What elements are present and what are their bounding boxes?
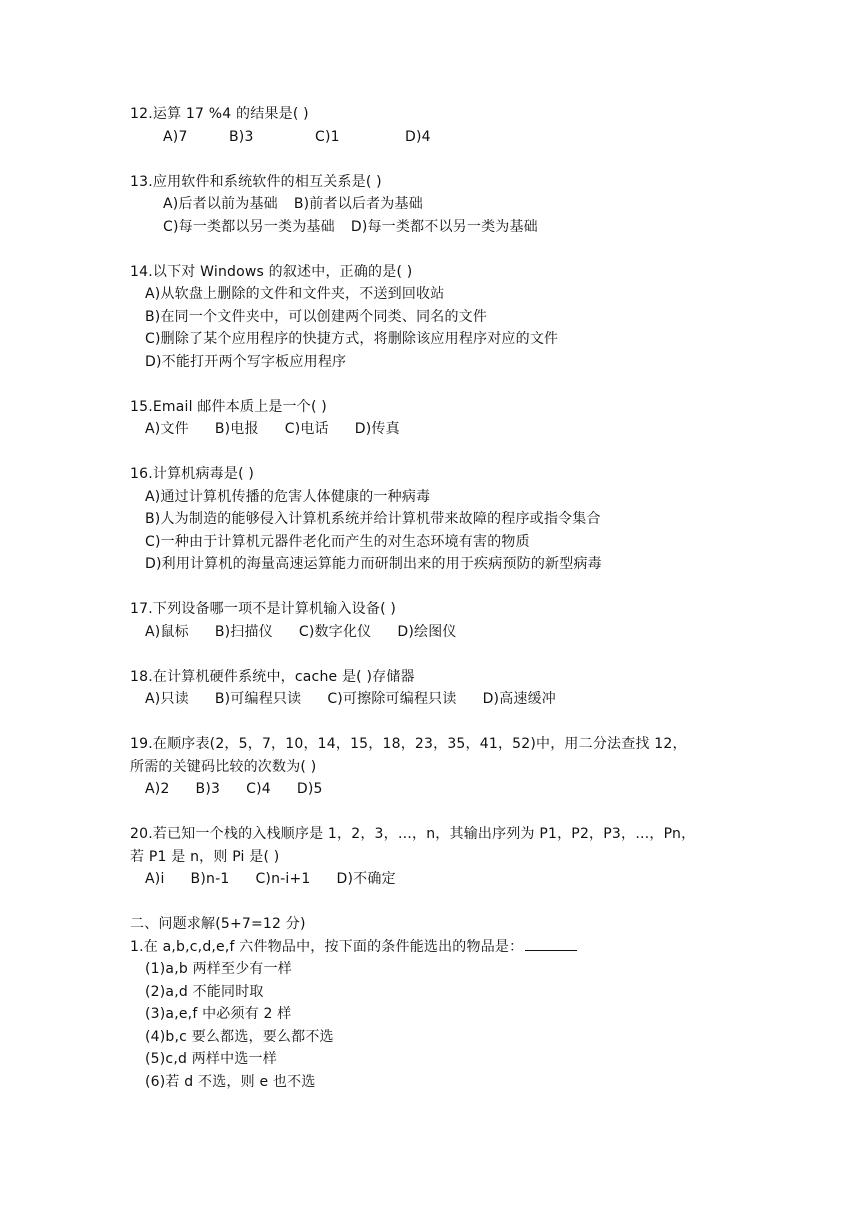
question-20-stem-line2: 若 P1 是 n，则 Pi 是( ) bbox=[130, 848, 280, 865]
condition-1: (1)a,b 两样至少有一样 bbox=[145, 961, 292, 977]
option-b: B)n-1 bbox=[190, 871, 230, 887]
question-19-stem-line1: 19.在顺序表(2，5，7，10，14，15，18，23，35，41，52)中，用二分法查找 12， bbox=[130, 736, 687, 752]
option-b: B)前者以后者为基础 bbox=[293, 196, 423, 212]
question-20-stem-line1: 20.若已知一个栈的入栈顺序是 1，2，3，…，n，其输出序列为 P1，P2，P3，…，Pn， bbox=[130, 826, 696, 842]
option-c: C)可擦除可编程只读 bbox=[327, 691, 457, 707]
option-c: C)删除了某个应用程序的快捷方式，将删除该应用程序对应的文件 bbox=[145, 331, 559, 347]
problem-1-stem-line bbox=[130, 936, 750, 959]
option-b: B)3 bbox=[195, 781, 221, 797]
option-d: D)4 bbox=[405, 128, 431, 145]
option-b: B)人为制造的能够侵入计算机系统并给计算机带来故障的程序或指令集合 bbox=[145, 511, 601, 527]
option-b: B)3 bbox=[229, 128, 254, 145]
option-a: A)鼠标 bbox=[145, 623, 189, 640]
question-12-options bbox=[130, 126, 750, 149]
option-c: C)一种由于计算机元器件老化而产生的对生态环境有害的物质 bbox=[145, 533, 530, 550]
question-18-options bbox=[130, 688, 750, 711]
condition-6: (6)若 d 不选，则 e 也不选 bbox=[145, 1073, 316, 1090]
question-13-options-row2 bbox=[130, 216, 750, 239]
option-a: A)后者以前为基础 bbox=[163, 196, 278, 212]
option-a: A)从软盘上删除的文件和文件夹，不送到回收站 bbox=[145, 286, 445, 302]
answer-blank bbox=[525, 936, 577, 951]
question-19-stem-line2: 所需的关键码比较的次数为( ) bbox=[130, 758, 317, 775]
option-d: D)传真 bbox=[354, 421, 400, 437]
question-17-stem: 17.下列设备哪一项不是计算机输入设备( ) bbox=[130, 601, 397, 617]
option-c: C)n-i+1 bbox=[255, 871, 311, 887]
option-c: C)1 bbox=[315, 128, 340, 145]
option-b: B)可编程只读 bbox=[214, 691, 302, 707]
option-d: D)5 bbox=[296, 781, 323, 797]
option-d: D)不确定 bbox=[336, 871, 396, 887]
question-15-stem: 15.Email 邮件本质上是一个( ) bbox=[130, 398, 327, 415]
question-12-stem: 12.运算 17 %4 的结果是( ) bbox=[130, 106, 309, 122]
exam-content bbox=[130, 103, 750, 1093]
section-heading: 二、问题求解(5+7=12 分) bbox=[130, 916, 306, 932]
question-15-options bbox=[130, 418, 750, 441]
option-c: C)每一类都以另一类为基础 bbox=[163, 218, 335, 235]
problem-1-stem: 1.在 a,b,c,d,e,f 六件物品中，按下面的条件能选出的物品是： bbox=[130, 938, 524, 955]
condition-2: (2)a,d 不能同时取 bbox=[145, 983, 264, 1000]
question-18-stem: 18.在计算机硬件系统中，cache 是( )存储器 bbox=[130, 668, 415, 685]
question-19-options bbox=[130, 778, 750, 801]
option-b: B)在同一个文件夹中，可以创建两个同类、同名的文件 bbox=[145, 308, 488, 325]
condition-4: (4)b,c 要么都选，要么都不选 bbox=[145, 1028, 334, 1045]
option-d: D)高速缓冲 bbox=[482, 691, 557, 707]
question-13-options-row1 bbox=[130, 193, 750, 216]
question-17-options bbox=[130, 621, 750, 644]
question-20-options bbox=[130, 868, 750, 891]
question-13-stem: 13.应用软件和系统软件的相互关系是( ) bbox=[130, 173, 382, 190]
condition-3: (3)a,e,f 中必须有 2 样 bbox=[145, 1006, 292, 1022]
option-a: A)7 bbox=[163, 128, 188, 145]
option-c: C)4 bbox=[246, 781, 271, 797]
option-a: A)文件 bbox=[145, 421, 189, 437]
option-b: B)扫描仪 bbox=[214, 623, 273, 640]
option-d: D)不能打开两个写字板应用程序 bbox=[145, 353, 347, 370]
question-14-stem: 14.以下对 Windows 的叙述中，正确的是( ) bbox=[130, 263, 413, 280]
option-c: C)电话 bbox=[284, 421, 329, 437]
option-a: A)只读 bbox=[145, 691, 189, 707]
option-b: B)电报 bbox=[214, 421, 259, 437]
option-c: C)数字化仪 bbox=[298, 623, 372, 640]
option-a: A)2 bbox=[145, 781, 170, 797]
option-d: D)利用计算机的海量高速运算能力而研制出来的用于疾病预防的新型病毒 bbox=[145, 556, 602, 572]
option-a: A)通过计算机传播的危害人体健康的一种病毒 bbox=[145, 488, 431, 505]
option-d: D)绘图仪 bbox=[397, 623, 457, 640]
condition-5: (5)c,d 两样中选一样 bbox=[145, 1051, 277, 1067]
option-d: D)每一类都不以另一类为基础 bbox=[350, 218, 538, 235]
option-a: A)i bbox=[145, 871, 165, 887]
question-16-stem: 16.计算机病毒是( ) bbox=[130, 466, 255, 482]
